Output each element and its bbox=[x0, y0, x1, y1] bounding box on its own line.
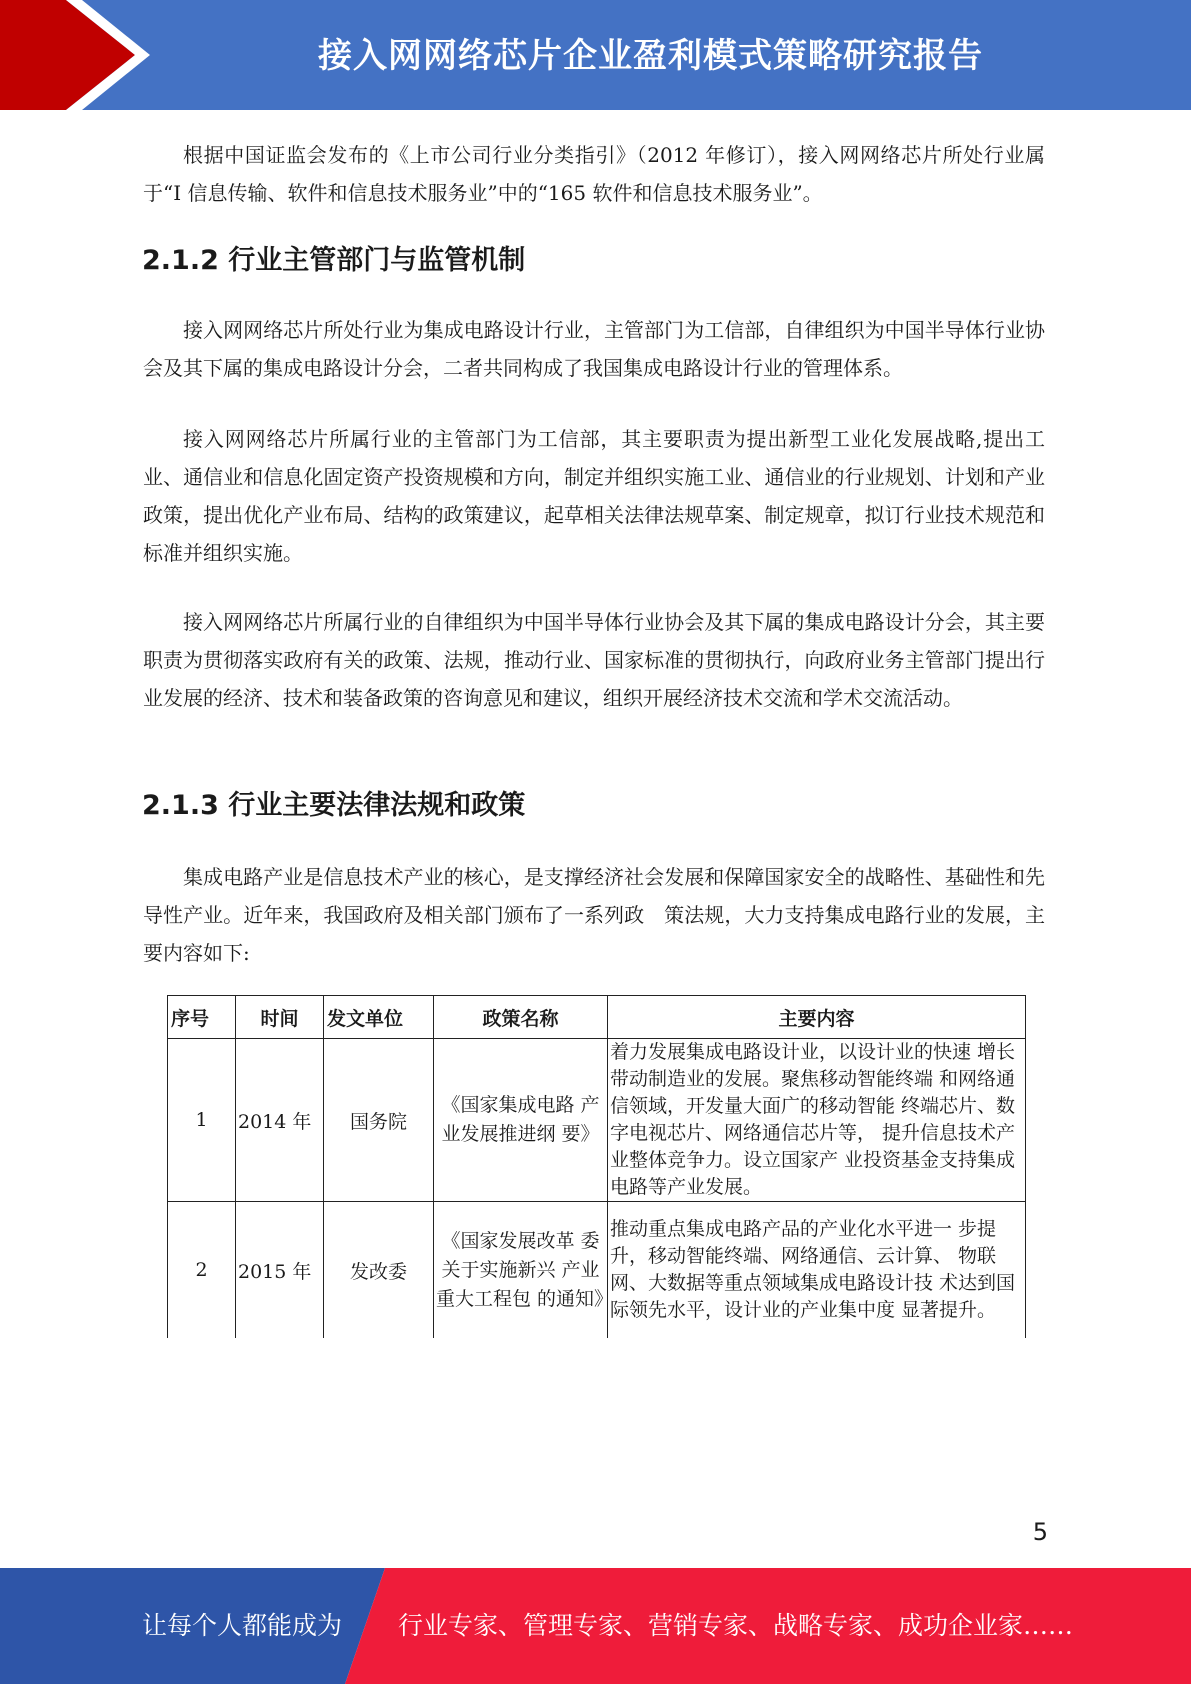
cell-no: 2 bbox=[168, 1202, 236, 1339]
paragraph-miit-duties: 接入网网络芯片所属行业的主管部门为工信部，其主要职责为提出新型工业化发展战略,提出工业、通信业和信息化固定资产投资规模和方向，制定并组织实施工业、通信业的行业规划、计划和产业政策，提出优化产业布局、结构的政策建议，起草相关法律法规草案、制定规章，拟订行业技术规范和标准并组织实施。 bbox=[143, 427, 1045, 565]
policy-table bbox=[167, 995, 1026, 1338]
cell-policy-name: 《国家发展改革 委关于实施新兴 产业重大工程包 的通知》 bbox=[434, 1202, 608, 1339]
col-header-content: 主要内容 bbox=[608, 996, 1026, 1039]
paragraph-policy-intro: 集成电路产业是信息技术产业的核心，是支撑经济社会发展和保障国家安全的战略性、基础性和先导性产业。近年来，我国政府及相关部门颁布了一系列政 策法规，大力支持集成电路行业的发展，主要内容如下: bbox=[143, 865, 1045, 965]
col-header-no: 序号 bbox=[168, 996, 236, 1039]
cell-content: 推动重点集成电路产品的产业化水平进一 步提升，移动智能终端、网络通信、云计算、 物联网、大数据等重点领域集成电路设计技 术达到国际领先水平，设计业的产业集中度 显著提升。 bbox=[608, 1202, 1026, 1339]
col-header-policy-name: 政策名称 bbox=[434, 996, 608, 1039]
footer-slogan-left: 让每个人都能成为 bbox=[142, 1611, 343, 1640]
paragraph-association-duties: 接入网网络芯片所属行业的自律组织为中国半导体行业协会及其下属的集成电路设计分会，其主要职责为贯彻落实政府有关的政策、法规，推动行业、国家标准的贯彻执行，向政府业务主管部门提出行业发展的经济、技术和装备政策的咨询意见和建议，组织开展经济技术交流和学术交流活动。 bbox=[143, 610, 1045, 710]
col-header-unit: 发文单位 bbox=[324, 996, 434, 1039]
section-heading-2-1-2: 2.1.2 行业主管部门与监管机制 bbox=[142, 245, 526, 276]
col-header-time: 时间 bbox=[236, 996, 324, 1039]
cell-content: 着力发展集成电路设计业，以设计业的快速 增长带动制造业的发展。聚焦移动智能终端 和网络通信领域，开发量大面广的移动智能 终端芯片、数字电视芯片、网络通信芯片等， 提升信息技术产业整体竞争力。设立国家产 业投资基金支持集成电路等产业发展。 bbox=[608, 1039, 1026, 1202]
page-header bbox=[0, 0, 1191, 110]
table-row bbox=[168, 1202, 1026, 1339]
cell-unit: 国务院 bbox=[324, 1039, 434, 1202]
header-arrow-decoration bbox=[0, 0, 160, 110]
cell-no: 1 bbox=[168, 1039, 236, 1202]
cell-unit: 发改委 bbox=[324, 1202, 434, 1339]
page-number: 5 bbox=[1032, 1518, 1048, 1546]
paragraph-industry-classification: 根据中国证监会发布的《上市公司行业分类指引》（2012 年修订），接入网网络芯片所处行业属于“I 信息传输、软件和信息技术服务业”中的“165 软件和信息技术服务业”。 bbox=[143, 143, 1045, 205]
paragraph-regulator-overview: 接入网网络芯片所处行业为集成电路设计行业，主管部门为工信部，自律组织为中国半导体行业协会及其下属的集成电路设计分会，二者共同构成了我国集成电路设计行业的管理体系。 bbox=[143, 318, 1045, 380]
cell-time: 2015 年 bbox=[236, 1202, 324, 1339]
table-header-row bbox=[168, 996, 1026, 1039]
footer-slogan-right: 行业专家、管理专家、营销专家、战略专家、成功企业家…… bbox=[398, 1611, 1074, 1640]
report-title: 接入网网络芯片企业盈利模式策略研究报告 bbox=[318, 36, 983, 76]
section-heading-2-1-3: 2.1.3 行业主要法律法规和政策 bbox=[142, 790, 526, 821]
cell-time: 2014 年 bbox=[236, 1039, 324, 1202]
cell-policy-name: 《国家集成电路 产业发展推进纲 要》 bbox=[434, 1039, 608, 1202]
page-footer bbox=[0, 1568, 1191, 1684]
table-row bbox=[168, 1039, 1026, 1202]
